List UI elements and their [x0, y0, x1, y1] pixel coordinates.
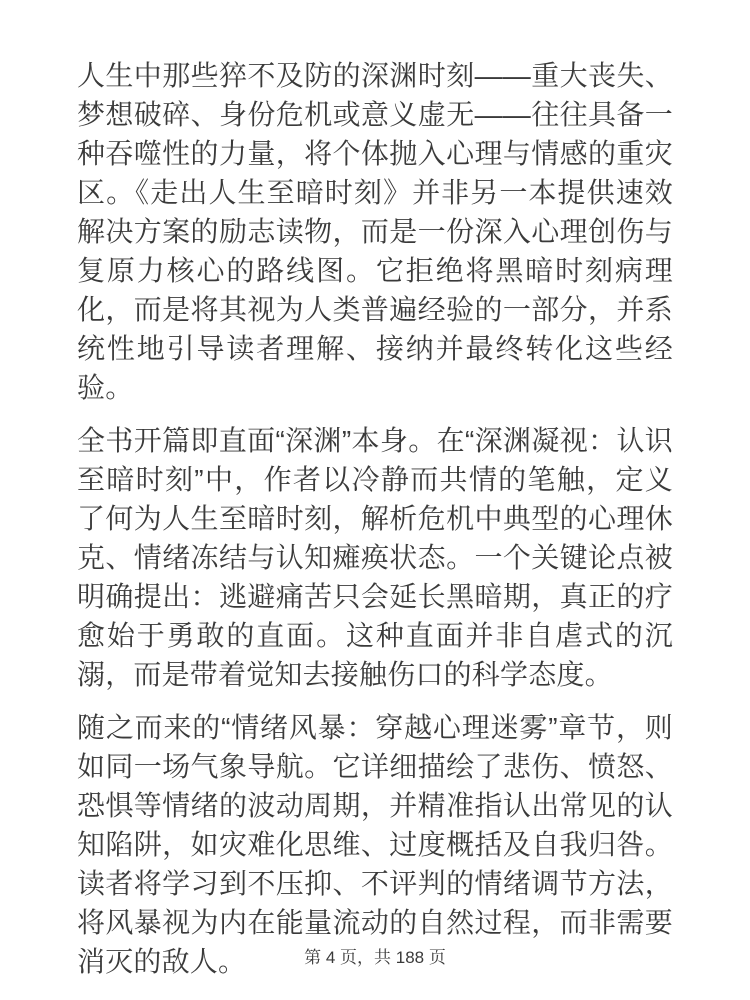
body-paragraph: 随之而来的“情绪风暴：穿越心理迷雾”章节，则如同一场气象导航。它详细描绘了悲伤、愤怒、恐惧等情绪的波动周期，并精准指认出常见的认知陷阱，如灾难化思维、过度概括及自我归咎。读者将学习到不压抑、不评判的情绪调节方法，将风暴视为内在能量流动的自然过程，而非需要消灭的敌人。: [77, 712, 673, 977]
body-paragraph: 人生中那些猝不及防的深渊时刻——重大丧失、梦想破碎、身份危机或意义虚无——往往具备一种吞噬性的力量，将个体抛入心理与情感的重灾区。《走出人生至暗时刻》并非另一本提供速效解决方案的励志读物，而是一份深入心理创伤与复原力核心的路线图。它拒绝将黑暗时刻病理化，而是将其视为人类普遍经验的一部分，并系统性地引导读者理解、接纳并最终转化这些经验。: [77, 60, 673, 403]
page-body-text: [77, 56, 673, 995]
body-paragraph: 全书开篇即直面“深渊”本身。在“深渊凝视：认识至暗时刻”中，作者以冷静而共情的笔触，定义了何为人生至暗时刻，解析危机中典型的心理休克、情绪冻结与认知瘫痪状态。一个关键论点被明确提出：逃避痛苦只会延长黑暗期，真正的疗愈始于勇敢的直面。这种直面并非自虐式的沉溺，而是带着觉知去接触伤口的科学态度。: [77, 425, 673, 690]
page-number-footer: 第 4 页，共 188 页: [304, 948, 446, 967]
